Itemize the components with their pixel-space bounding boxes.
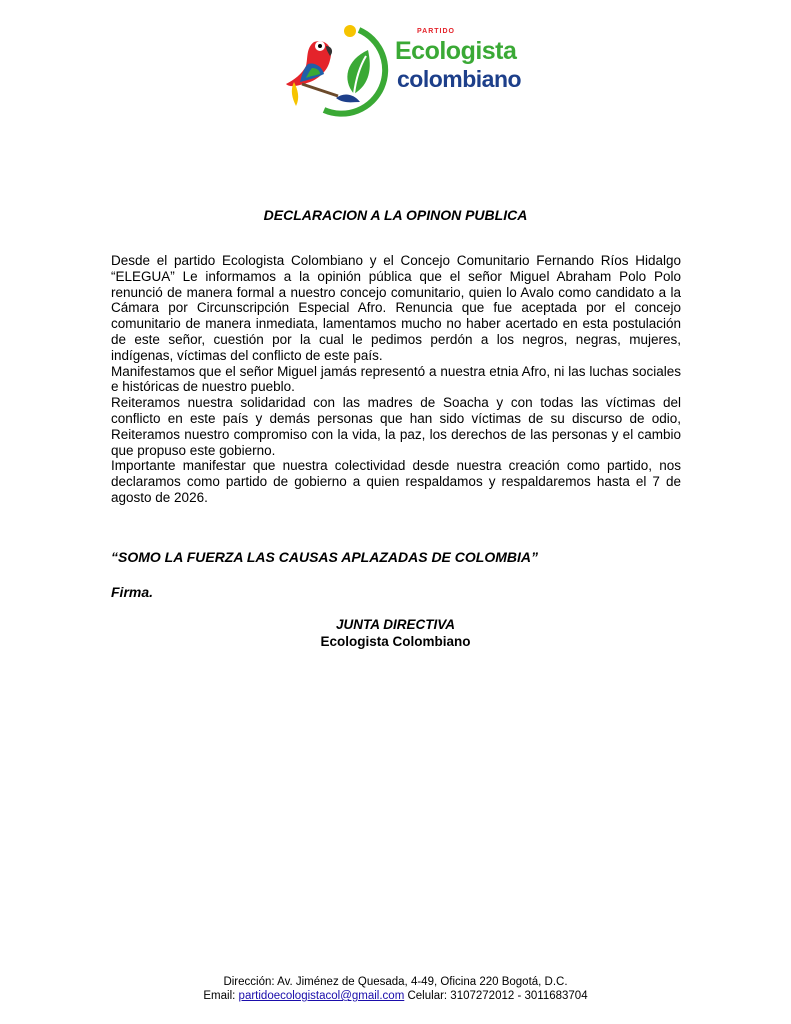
paragraph: Reiteramos nuestra solidaridad con las madres de Soacha y con todas las víctimas del conflicto en este país y demás personas que han sido víctimas de su discurso de odio, Reiteramos nuestro compromiso con la vida, la paz, los derechos de las personas y el cambio que propuso este gobierno. [111,395,681,458]
firma-label: Firma. [111,584,154,600]
footer-contact [0,989,791,1003]
paragraph: Desde el partido Ecologista Colombiano y el Concejo Comunitario Fernando Ríos Hidalgo “ELEGUA” Le informamos a la opinión pública que el señor Miguel Abraham Polo Polo renunció de manera formal a nuestro concejo comunitario, quien lo Avalo como candidato a la Cámara por Circunscripción Especial Afro. Renuncia que fue aceptada por el concejo comunitario de manera inmediata, lamentamos mucho no haber acertado en esta postulación de este señor, cuestión por la cual le pedimos perdón a los negros, negras, mujeres, indígenas, víctimas del conflicto de este país. [111,253,681,363]
slogan: “SOMO LA FUERZA LAS CAUSAS APLAZADAS DE COLOMBIA” [111,549,538,565]
footer-address: Dirección: Av. Jiménez de Quesada, 4-49, Oficina 220 Bogotá, D.C. [223,976,568,988]
party-logo [284,22,522,122]
logo-line-1: Ecologista [395,37,517,65]
signature-block [0,616,791,650]
footer [0,975,791,1003]
logo-small-text: PARTIDO [417,28,455,35]
document-title: DECLARACION A LA OPINON PUBLICA [263,207,528,223]
parrot-leaf-logo-icon [284,22,394,122]
phone-text: Celular: 3107272012 - 3011683704 [407,990,588,1002]
email-label: Email: [203,990,236,1002]
logo-line-2: colombiano [397,66,522,92]
email-link[interactable]: partidoecologistacol@gmail.com [238,990,405,1002]
signature-title: JUNTA DIRECTIVA [335,617,455,632]
document-body [111,253,681,506]
paragraph: Importante manifestar que nuestra colectividad desde nuestra creación como partido, nos declaramos como partido de gobierno a quien respaldamos y respaldaremos hasta el 7 de agosto de 2026. [111,458,681,505]
paragraph: Manifestamos que el señor Miguel jamás representó a nuestra etnia Afro, ni las luchas sociales e históricas de nuestro pueblo. [111,363,681,395]
signature-org: Ecologista Colombiano [320,634,471,649]
